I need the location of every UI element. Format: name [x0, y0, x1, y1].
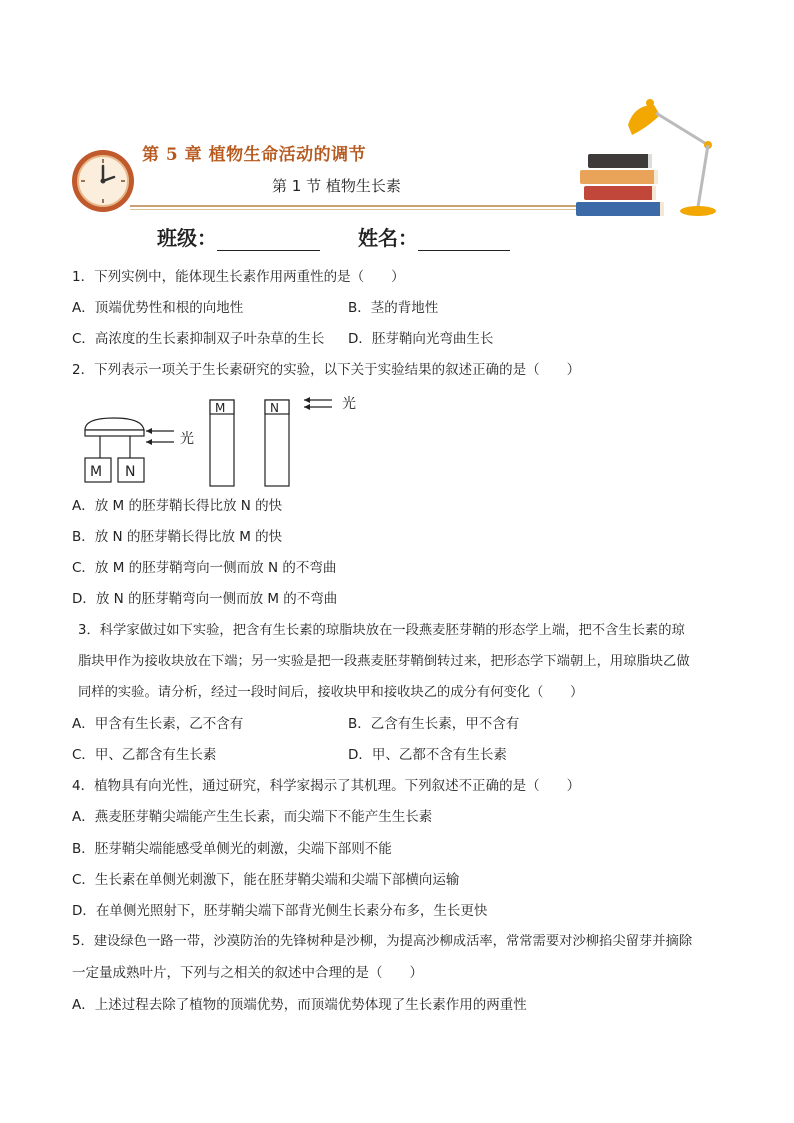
class-label: 班级：: [157, 226, 217, 250]
question-3-option-c[interactable]: C．甲、乙都含有生长素: [72, 747, 217, 763]
question-1-option-b[interactable]: B．茎的背地性: [348, 300, 439, 316]
question-4-stem: 4．植物具有向光性，通过研究，科学家揭示了其机理。下列叙述不正确的是（ ）: [72, 778, 581, 794]
header-divider-thin: [130, 209, 590, 210]
light-label-left: 光: [180, 431, 194, 447]
student-info-row: [157, 222, 510, 251]
experiment-diagram: [80, 392, 380, 492]
question-3-option-d[interactable]: D．甲、乙都不含有生长素: [348, 747, 507, 763]
question-2-option-c[interactable]: C．放 M 的胚芽鞘弯向一侧而放 N 的不弯曲: [72, 560, 337, 576]
question-3-stem-line-2: 脂块甲作为接收块放在下端；另一实验是把一段燕麦胚芽鞘倒转过来，把形态学下端朝上，用琼脂块乙做: [78, 654, 690, 669]
block-m-label: M: [90, 464, 103, 480]
light-label-right: 光: [342, 396, 356, 412]
question-1-option-d[interactable]: D．胚芽鞘向光弯曲生长: [348, 331, 494, 347]
name-label: 姓名：: [358, 226, 418, 250]
question-4-option-b[interactable]: B．胚芽鞘尖端能感受单侧光的刺激，尖端下部则不能: [72, 841, 392, 857]
tube-n-label: N: [270, 401, 279, 415]
header-divider: [130, 205, 590, 207]
chapter-title: 第 5 章 植物生命活动的调节: [142, 145, 367, 165]
question-4-option-c[interactable]: C．生长素在单侧光刺激下，能在胚芽鞘尖端和尖端下部横向运输: [72, 872, 460, 888]
class-blank[interactable]: [217, 228, 320, 251]
question-4-option-d[interactable]: D．在单侧光照射下，胚芽鞘尖端下部背光侧生长素分布多，生长更快: [72, 903, 488, 919]
question-1-stem: 1．下列实例中，能体现生长素作用两重性的是（ ）: [72, 269, 405, 285]
block-n-label: N: [125, 464, 136, 480]
question-1-option-a[interactable]: A．顶端优势性和根的向地性: [72, 300, 244, 316]
clock-icon: [70, 148, 136, 214]
question-2-option-b[interactable]: B．放 N 的胚芽鞘长得比放 M 的快: [72, 529, 283, 545]
page-header: [0, 0, 794, 260]
books-icon: [574, 150, 674, 220]
question-3-option-b[interactable]: B．乙含有生长素，甲不含有: [348, 716, 520, 732]
question-3-option-a[interactable]: A．甲含有生长素，乙不含有: [72, 716, 244, 732]
tube-m-label: M: [215, 401, 226, 415]
question-5-option-a[interactable]: A．上述过程去除了植物的顶端优势，而顶端优势体现了生长素作用的两重性: [72, 997, 527, 1013]
question-3-stem-line-3: 同样的实验。请分析，经过一段时间后，接收块甲和接收块乙的成分有何变化（ ）: [78, 685, 584, 700]
question-5-stem-line-2: 一定量成熟叶片，下列与之相关的叙述中合理的是（ ）: [72, 965, 423, 981]
question-2-option-a[interactable]: A．放 M 的胚芽鞘长得比放 N 的快: [72, 498, 283, 514]
question-4-option-a[interactable]: A．燕麦胚芽鞘尖端能产生生长素，而尖端下不能产生生长素: [72, 809, 433, 825]
question-1-option-c[interactable]: C．高浓度的生长素抑制双子叶杂草的生长: [72, 331, 325, 347]
question-2-stem: 2．下列表示一项关于生长素研究的实验，以下关于实验结果的叙述正确的是（ ）: [72, 362, 581, 378]
section-title: 第 1 节 植物生长素: [272, 177, 401, 195]
question-2-option-d[interactable]: D．放 N 的胚芽鞘弯向一侧而放 M 的不弯曲: [72, 591, 338, 607]
question-5-stem-line-1: 5．建设绿色一路一带，沙漠防治的先锋树种是沙柳，为提高沙柳成活率，常常需要对沙柳掐尖留芽并摘除: [72, 934, 693, 949]
question-3-stem-line-1: 3．科学家做过如下实验，把含有生长素的琼脂块放在一段燕麦胚芽鞘的形态学上端，把不含生长素的琼: [78, 623, 685, 638]
name-blank[interactable]: [418, 228, 510, 251]
